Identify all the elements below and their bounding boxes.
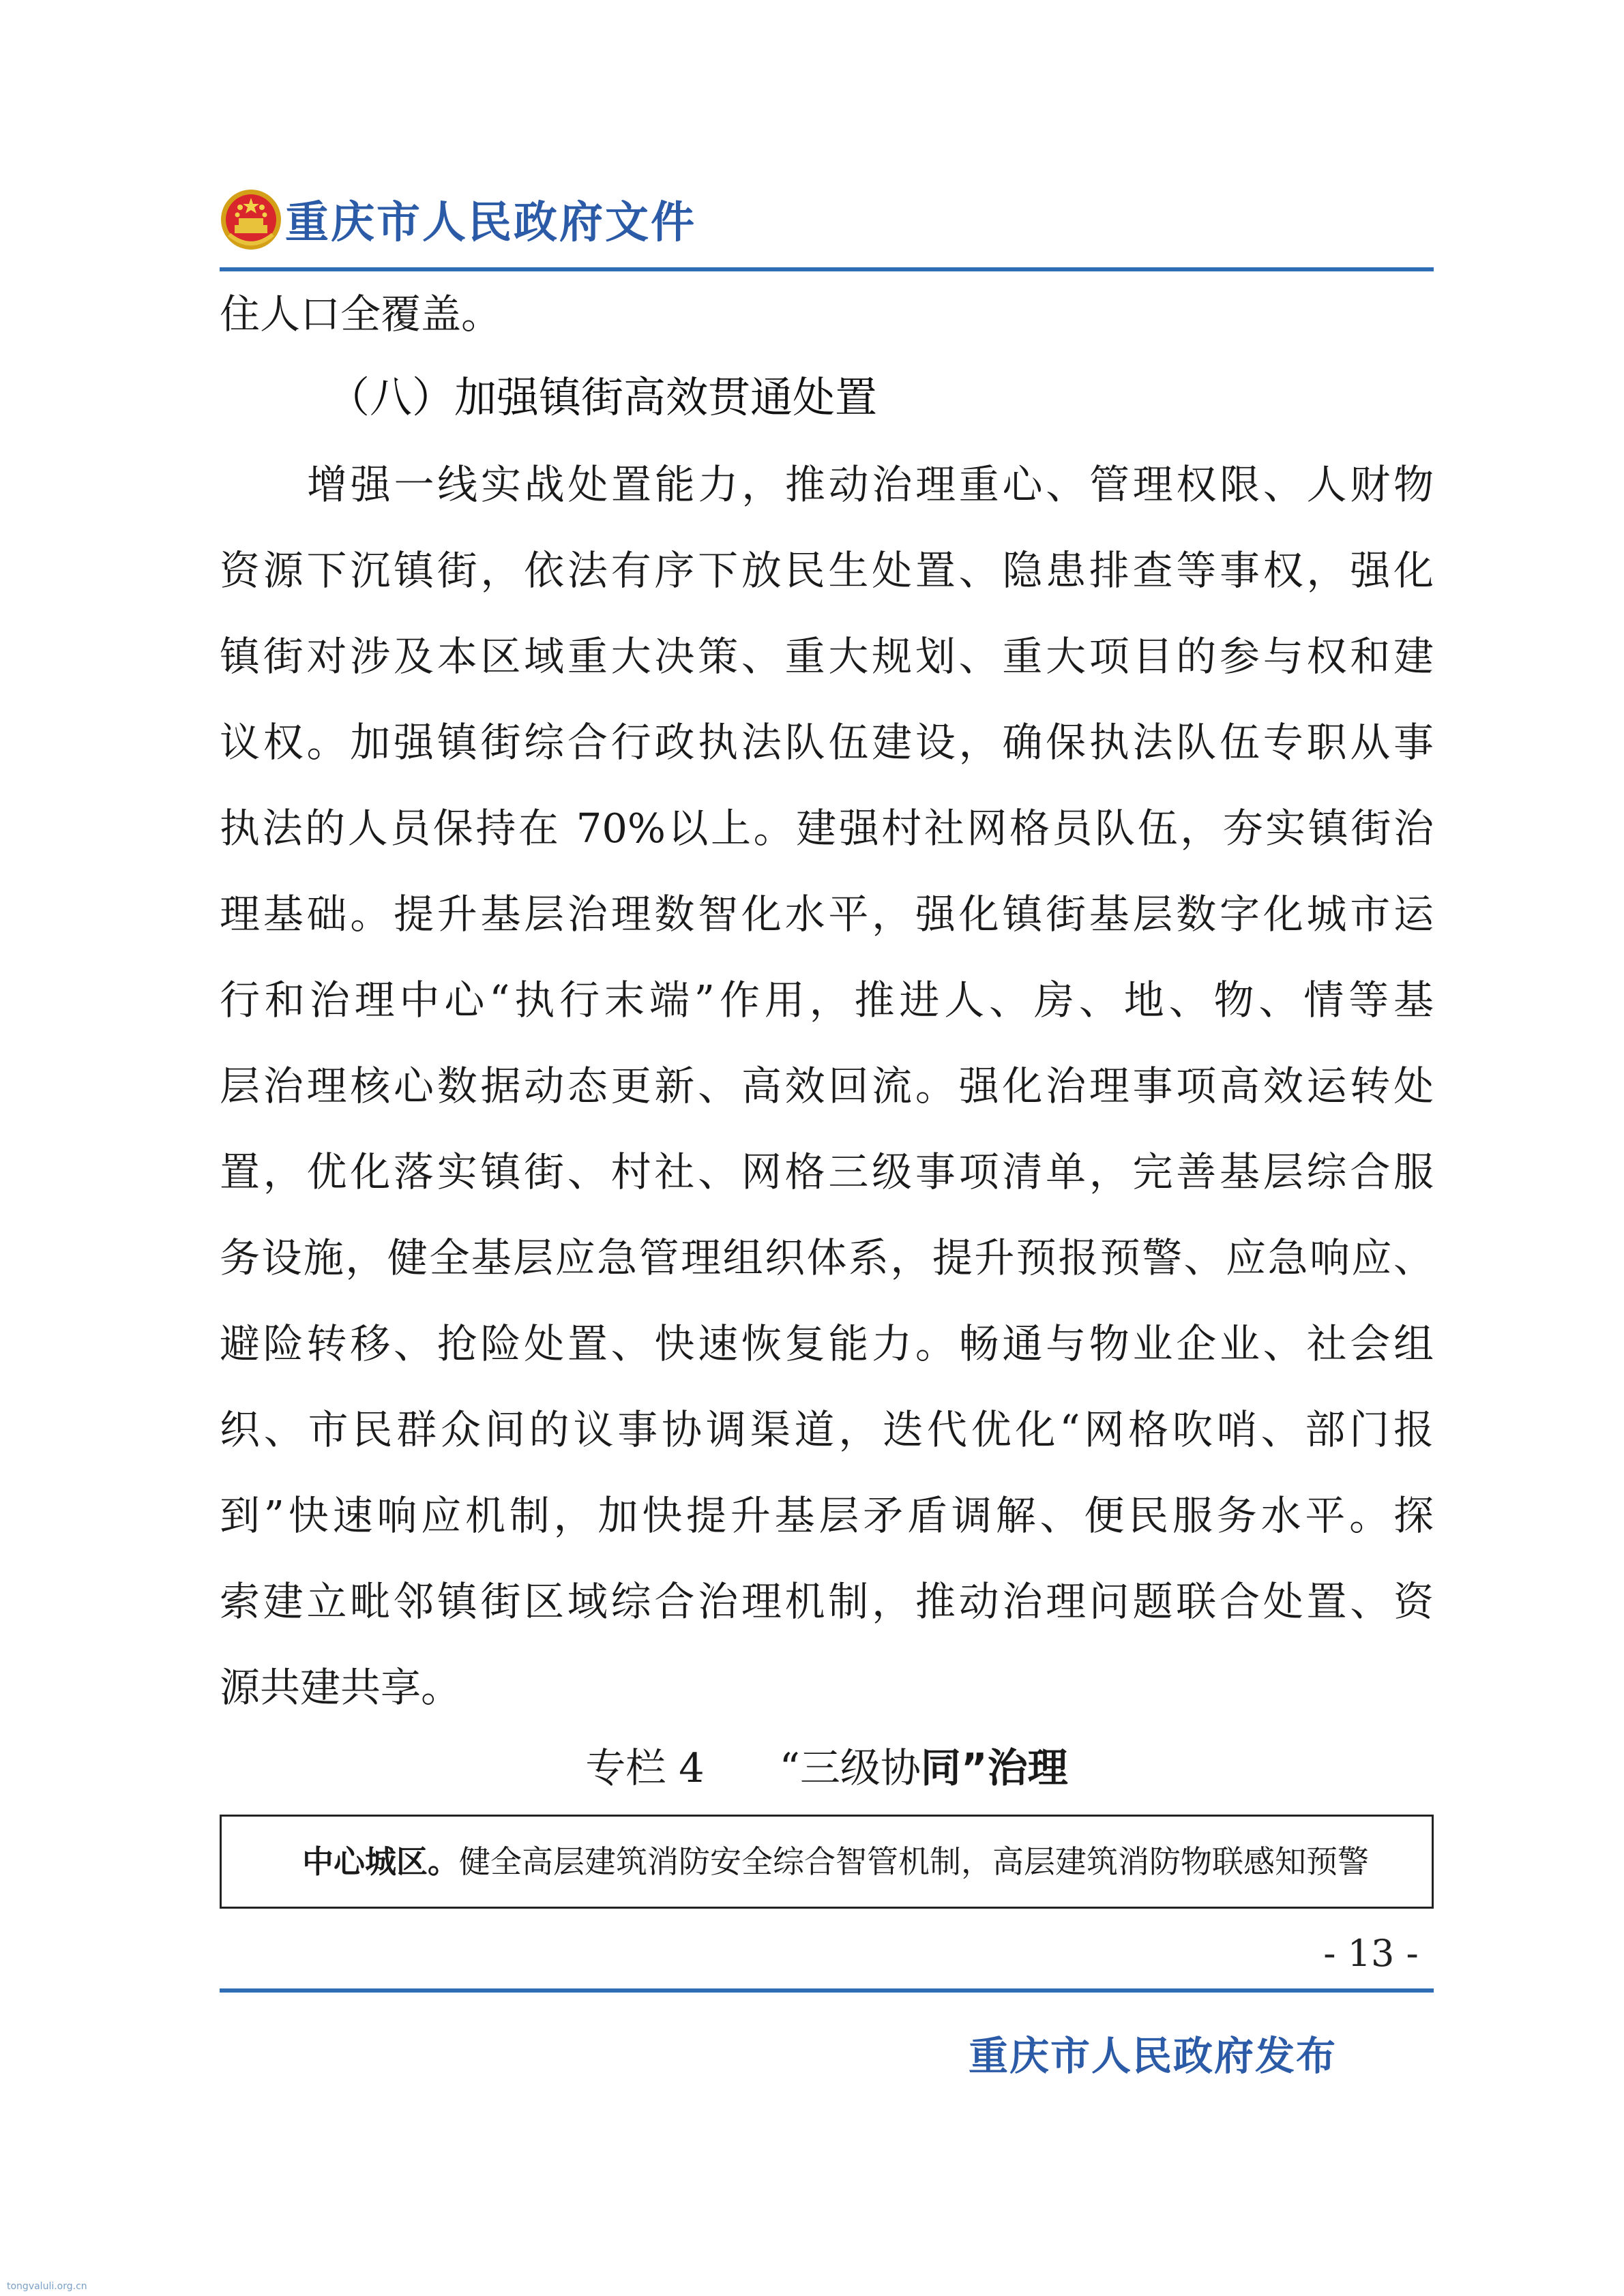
body-line-9: 层治理核心数据动态更新、高效回流。强化治理事项高效运转处 <box>220 1062 1434 1109</box>
column-box <box>220 1815 1434 1909</box>
body-line-1: 住人口全覆盖。 <box>220 290 502 338</box>
body-line-3: 资源下沉镇街，依法有序下放民生处置、隐患排查等事权，强化 <box>220 547 1434 594</box>
footer-publisher: 重庆市人民政府发布 <box>968 2033 1337 2079</box>
column-box-text <box>302 1817 1418 1907</box>
footer-divider <box>220 1988 1434 1993</box>
body-line-5: 议权。加强镇街综合行政执法队伍建设，确保执法队伍专职从事 <box>220 719 1434 766</box>
body-line-10: 置，优化落实镇街、村社、网格三级事项清单，完善基层综合服 <box>220 1148 1434 1195</box>
column-title-open: “三级协 <box>779 1744 921 1791</box>
body-line-13: 织、市民群众间的议事协调渠道，迭代优化“网格吹哨、部门报 <box>220 1406 1434 1453</box>
body-line-6: 执法的人员保持在 70%以上。建强村社网格员队伍，夯实镇街治 <box>220 805 1434 852</box>
site-watermark: tongvaluli.org.cn <box>7 2281 87 2292</box>
document-header-title: 重庆市人民政府文件 <box>285 197 696 248</box>
column-prefix: 专栏 4 <box>585 1744 705 1791</box>
body-line-16: 源共建共享。 <box>220 1664 462 1711</box>
section-heading: （八）加强镇街高效贯通处置 <box>327 372 878 422</box>
national-emblem-icon <box>220 185 282 254</box>
body-line-8: 行和治理中心“执行末端”作用，推进人、房、地、物、情等基 <box>220 976 1434 1024</box>
column-title-bold: 同”治理 <box>920 1744 1068 1791</box>
body-line-4: 镇街对涉及本区域重大决策、重大规划、重大项目的参与权和建 <box>220 633 1434 680</box>
body-line-11: 务设施，健全基层应急管理组织体系，提升预报预警、应急响应、 <box>220 1234 1434 1281</box>
body-line-2: 增强一线实战处置能力，推动治理重心、管理权限、人财物 <box>307 461 1434 508</box>
column-title <box>220 1731 1434 1806</box>
column-box-body: 健全高层建筑消防安全综合智管机制，高层建筑消防物联感知预警 <box>459 1843 1369 1880</box>
body-line-12: 避险转移、抢险处置、快速恢复能力。畅通与物业企业、社会组 <box>220 1320 1434 1367</box>
page-number: - 13 - <box>1323 1932 1419 1975</box>
body-line-7: 理基础。提升基层治理数智化水平，强化镇街基层数字化城市运 <box>220 891 1434 938</box>
body-line-14: 到”快速响应机制，加快提升基层矛盾调解、便民服务水平。探 <box>220 1492 1434 1539</box>
column-box-label: 中心城区。 <box>302 1843 459 1880</box>
body-line-15: 索建立毗邻镇街区域综合治理机制，推动治理问题联合处置、资 <box>220 1578 1434 1625</box>
